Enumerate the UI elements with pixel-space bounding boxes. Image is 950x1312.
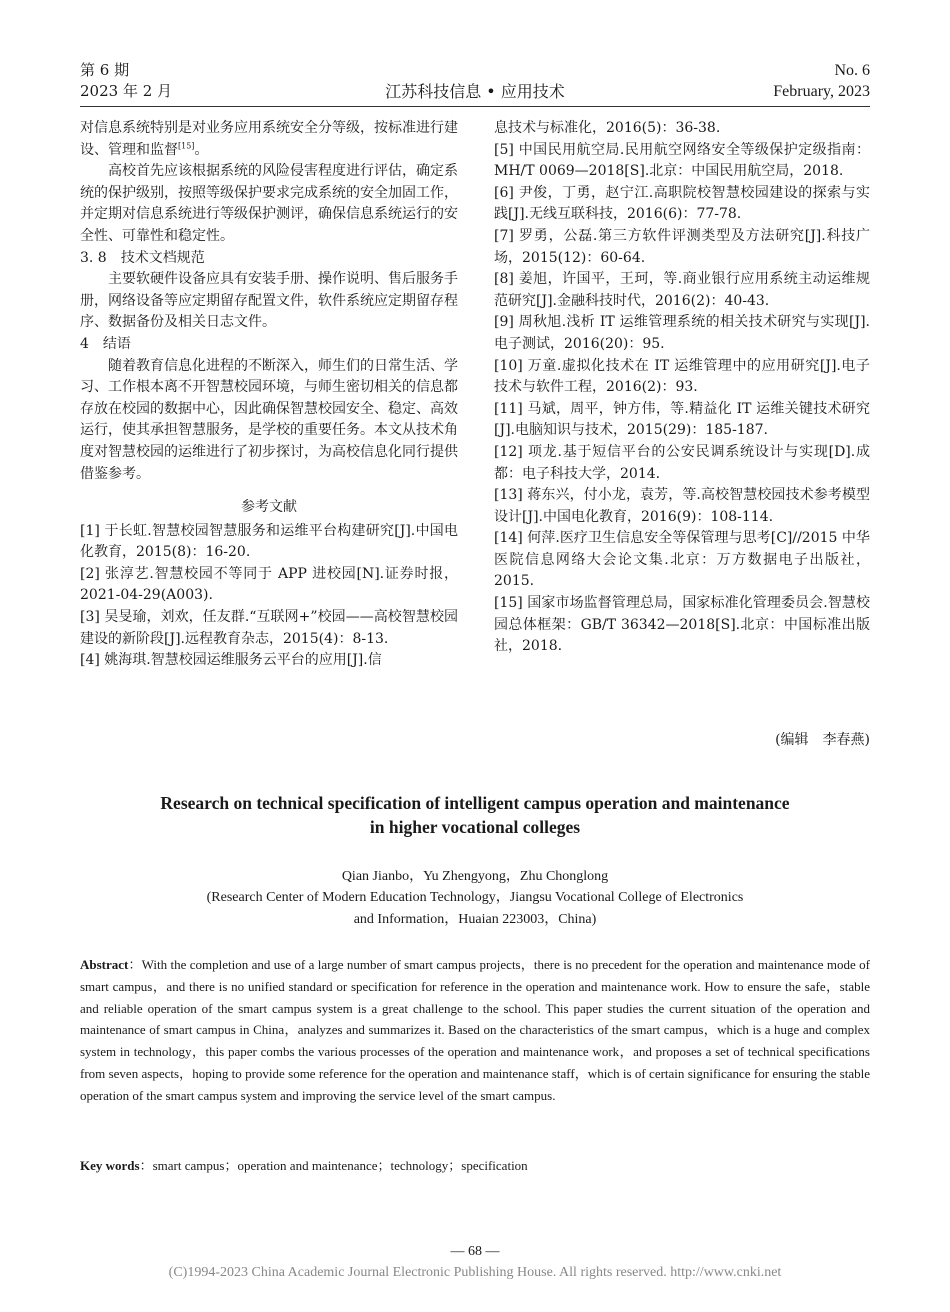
paragraph-end: 。 [194,141,209,158]
issue-number-en: No. 6 [834,62,870,79]
paragraph-text: 对信息系统特别是对业务应用系统安全分等级，按标准进行建设、管理和监督 [80,120,458,158]
section-heading-4: 4 结语 [80,335,131,352]
reference-item: [14] 何萍.医疗卫生信息安全等保管理与思考[C]//2015 中华医院信息网络大会论文集.北京：万方数据电子出版社，2015. [494,530,870,590]
english-title-line: in higher vocational colleges [369,817,581,837]
header-divider [80,106,870,107]
english-authors: Qian Jianbo，Yu Zhengyong，Zhu Chonglong [341,869,609,884]
left-column [80,118,458,672]
paragraph: 主要软硬件设备应具有安装手册、操作说明、售后服务手册，网络设备等应定期留存配置文件，软件系统应定期留存程序、数据备份及相关日志文件。 [80,271,458,331]
english-title [80,791,870,839]
issue-number: 第 6 期 [80,61,130,79]
issue-date: 2023 年 2 月 [80,82,173,100]
reference-item: [1] 于长虹.智慧校园智慧服务和运维平台构建研究[J].中国电化教育，2015(8)：16-20. [80,522,458,561]
reference-item: [15] 国家市场监督管理总局，国家标准化管理委员会.智慧校园总体框架：GB/T 36342—2018[S].北京：中国标准出版社，2018. [494,595,870,655]
reference-item: [7] 罗勇，公磊.第三方软件评测类型及方法研究[J].科技广场，2015(12)：60-64. [494,227,870,266]
reference-item: [13] 蒋东兴，付小龙，袁芳，等.高校智慧校园技术参考模型设计[J].中国电化教育，2016(9)：108-114. [494,487,870,525]
abstract-label: Abstract [80,957,129,972]
section-heading-3-8: 3. 8 技术文档规范 [80,249,205,266]
affiliation-line: and Information，Huaian 223003，China) [353,912,597,927]
reference-item: [4] 姚海琪.智慧校园运维服务云平台的应用[J].信 [80,652,382,669]
reference-item: 息技术与标准化，2016(5)：36-38. [494,120,721,136]
reference-item: [12] 项龙.基于短信平台的公安民调系统设计与实现[D].成都：电子科技大学，2014. [494,443,870,482]
keywords-text: smart campus；operation and maintenance；technology；specification [152,1158,528,1173]
reference-item: [6] 尹俊，丁勇，赵宁江.高职院校智慧校园建设的探索与实践[J].无线互联科技，2016(6)：77-78. [494,184,870,223]
header-right [773,60,870,102]
page-number: — 68 — [450,1244,500,1259]
english-affiliation [80,887,870,931]
reference-item: [10] 万童.虚拟化技术在 IT 运维管理中的应用研究[J].电子技术与软件工程，2016(2)：93. [494,357,870,396]
journal-name: 江苏科技信息 • 应用技术 [385,82,565,101]
reference-item: [2] 张淳艺.智慧校园不等同于 APP 进校园[N].证券时报，2021-04-29(A003). [80,565,458,604]
paragraph: 高校首先应该根据系统的风险侵害程度进行评估，确定系统的保护级别，按照等级保护要求完成系统的安全加固工作，并定期对信息系统进行等级保护测评，确保信息系统运行的安全性、可靠性和稳定性。 [80,163,458,244]
reference-item: [8] 姜旭，许国平，王珂，等.商业银行应用系统主动运维规范研究[J].金融科技时代，2016(2)：40-43. [494,271,870,309]
abstract-text: With the completion and use of a large number of smart campus projects，there is no precedent for the operation and maintenance mode of smart campus，and there is no unified standard or specification for reference in the operation and maintenance work. How to ensure the safe，stable and reliable operation of the smart campus system is a great challenge to the school. This paper studies the current situation of the operation and maintenance of smart campus in China，analyzes and summarizes it. Based on the characteristics of the smart campus，which is a huge and complex system in technology，this paper combs the various processes of the operation and maintenance work，and proposes a set of technical specifications from seven aspects，hoping to provide some reference for the operation and maintenance staff，which is of certain significance for ensuring the stable operation of the smart campus system and improving the service level of the smart campus. [80,957,870,1103]
reference-item: [11] 马斌，周平，钟方伟，等.精益化 IT 运维关键技术研究[J].电脑知识与技术，2015(29)：185-187. [494,400,870,439]
paragraph [80,118,458,161]
affiliation-line: (Research Center of Modern Education Technology，Jiangsu Vocational College of Electronics [206,890,744,905]
copyright-footer: (C)1994-2023 China Academic Journal Electronic Publishing House. All rights reserved. http://www.cnki.net [168,1265,782,1280]
reference-item: [5] 中国民用航空局.民用航空网络安全等级保护定级指南：MH/T 0069—2018[S].北京：中国民用航空局，2018. [494,141,870,180]
references-title: 参考文献 [241,499,297,516]
editor-note: (编辑 李春燕) [775,732,870,748]
english-title-line: Research on technical specification of intelligent campus operation and maintenance [160,793,790,813]
english-abstract: Abstract：With the completion and use of a large number of smart campus projects，there is no precedent for the operation and maintenance mode of smart campus，and there is no unified standard or specification for reference in the operation and maintenance work. How to ensure the safe，stable and reliable operation of the smart campus system is a great challenge to the school. This paper studies the current situation of the operation and maintenance of smart campus in China，analyzes and summarizes it. Based on the characteristics of the smart campus，which is a huge and complex system in technology，this paper combs the various processes of the operation and maintenance work，and proposes a set of technical specifications from seven aspects，hoping to provide some reference for the operation and maintenance staff，which is of certain significance for ensuring the stable operation of the smart campus system and improving the service level of the smart campus. [80,957,870,1103]
reference-item: [9] 周秋旭.浅析 IT 运维管理系统的相关技术研究与实现[J].电子测试，2016(20)：95. [494,314,870,352]
citation: [15] [178,140,195,150]
reference-item: [3] 吴旻瑜，刘欢，任友群.“互联网+”校园——高校智慧校园建设的新阶段[J].远程教育杂志，2015(4)：8-13. [80,609,458,647]
paragraph: 随着教育信息化进程的不断深入，师生们的日常生活、学习、工作根本离不开智慧校园环境，与师生密切相关的信息都存放在校园的数据中心，因此确保智慧校园安全、稳定、高效运行，使其承担智慧服务，是学校的重要任务。本文从技术角度对智慧校园的运维进行了初步探讨，为高校信息化同行提供借鉴参考。 [80,357,458,482]
english-keywords: Key words：smart campus；operation and maintenance；technology；specification [80,1158,528,1173]
keywords-label: Key words [80,1158,140,1173]
issue-date-en: February, 2023 [773,83,870,100]
right-column [494,118,870,658]
